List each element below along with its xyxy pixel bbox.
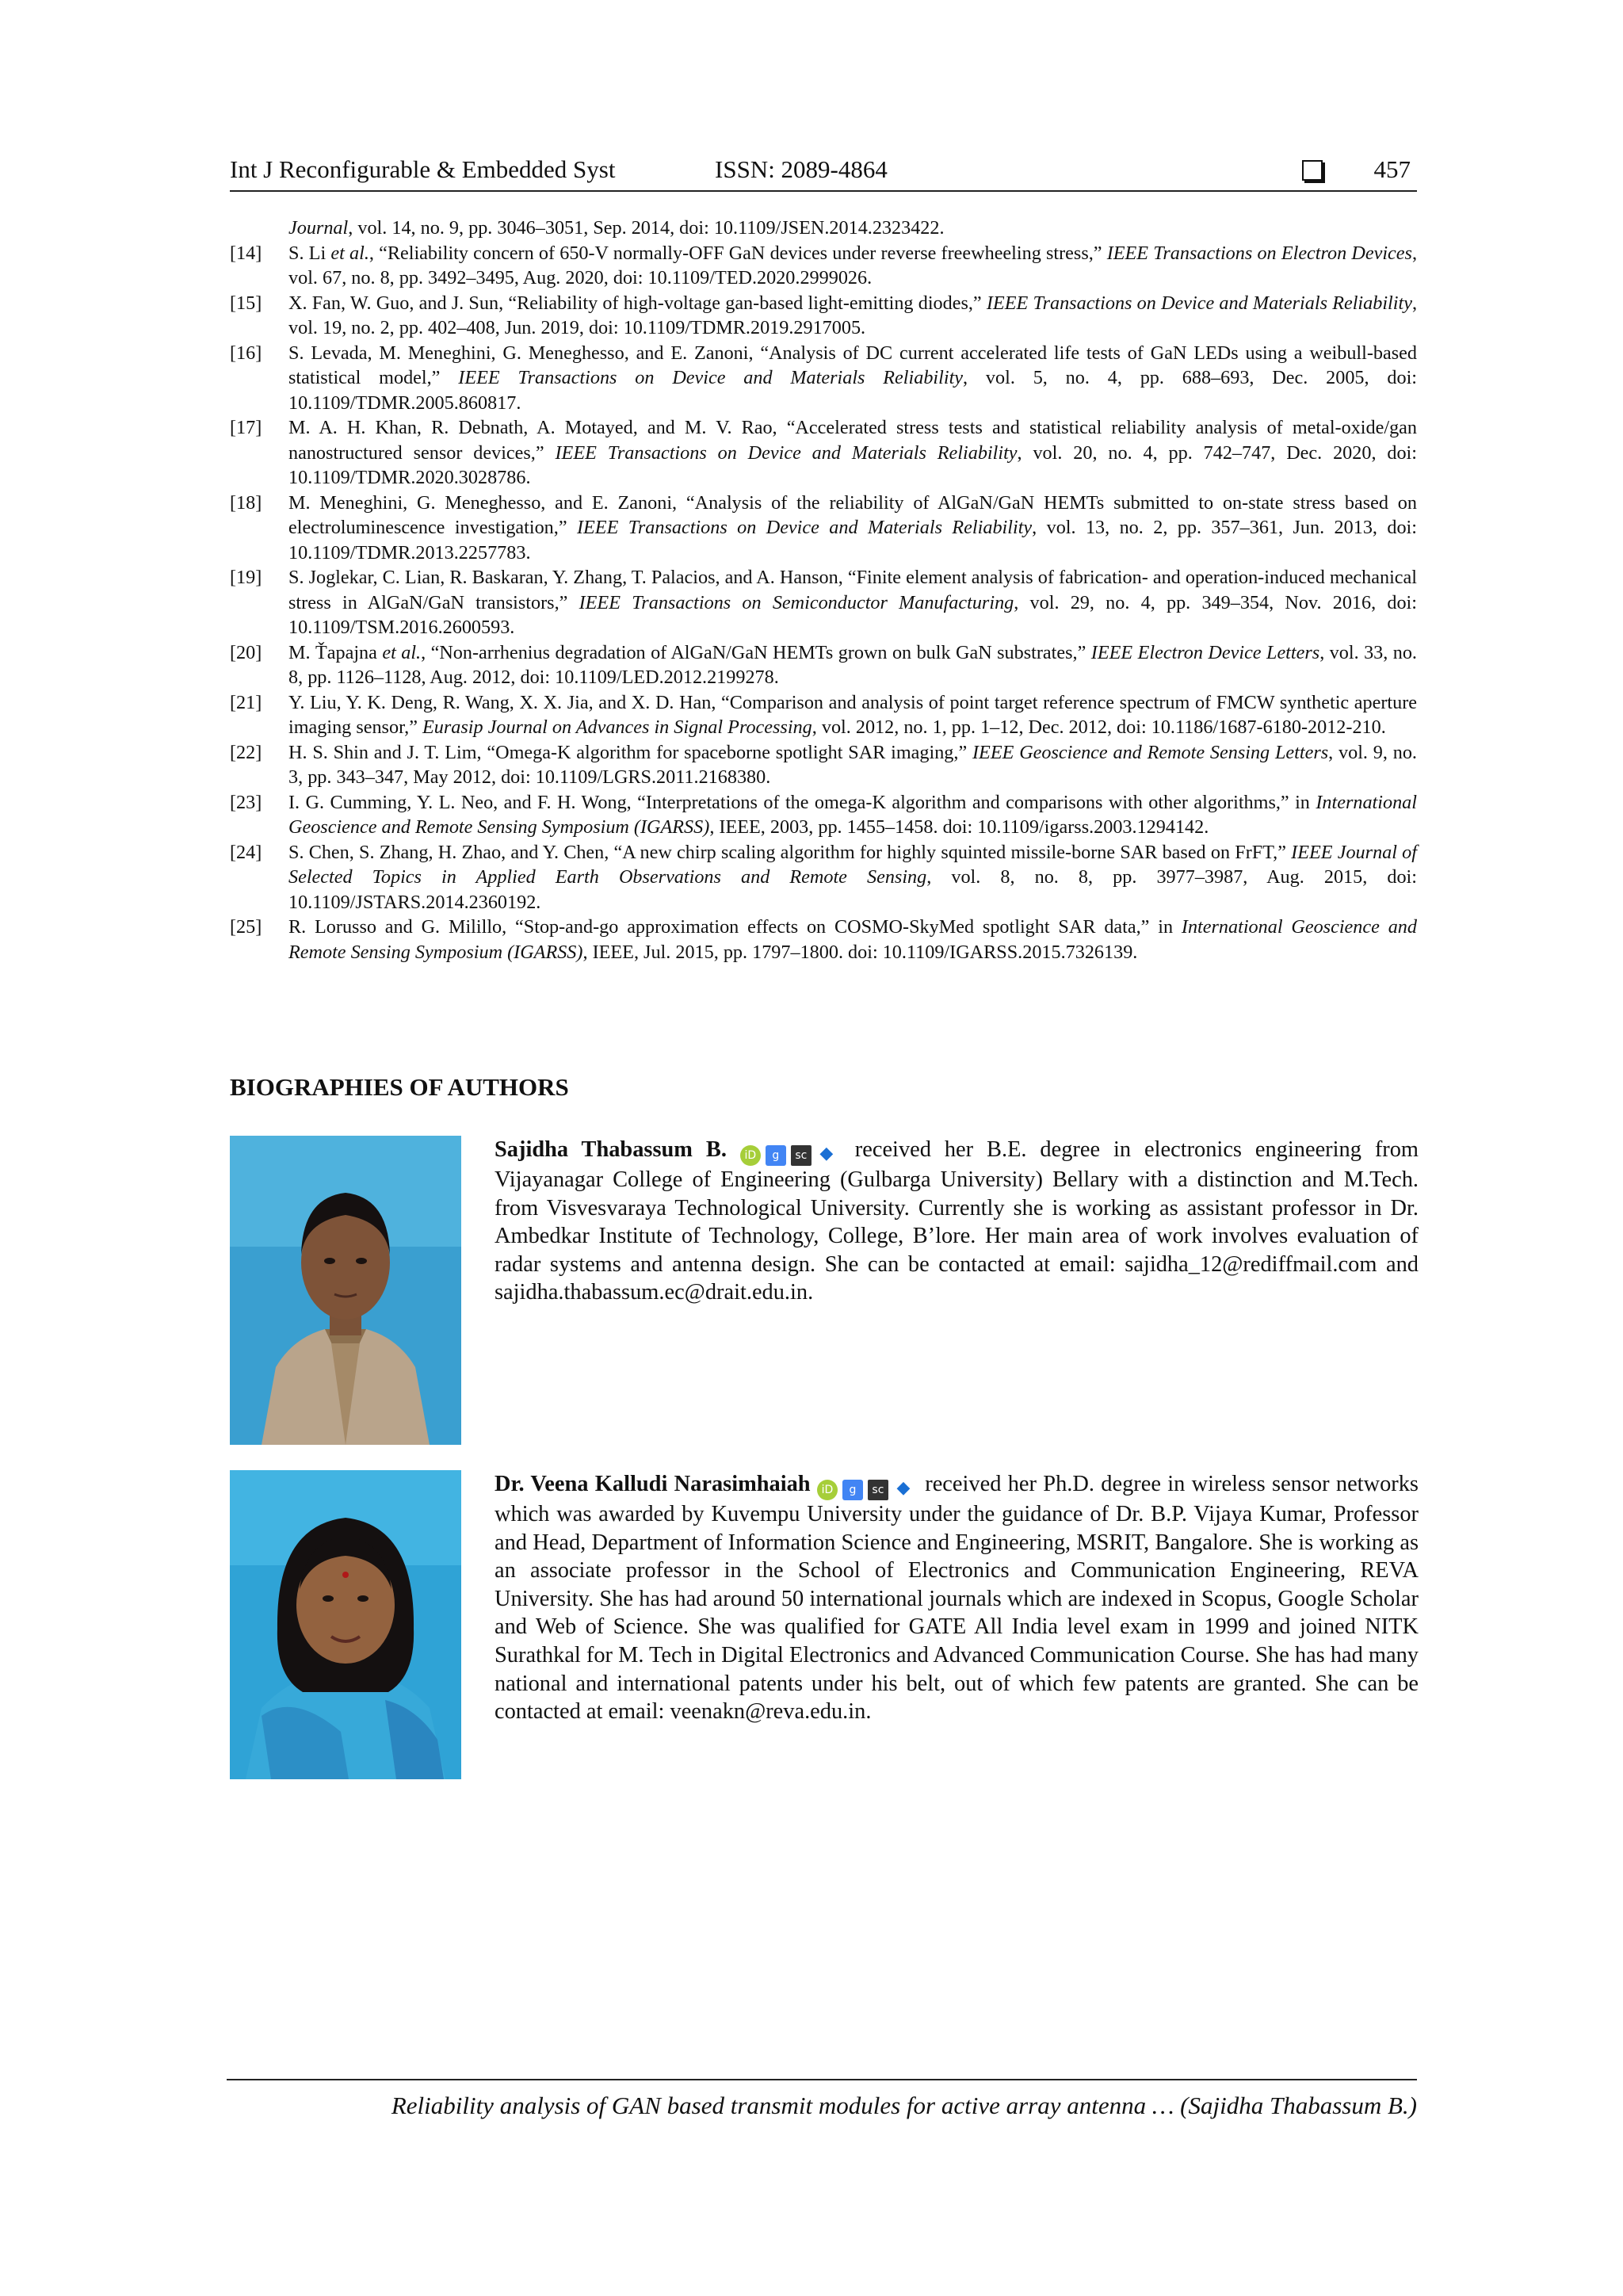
orcid-icon[interactable]: iD [740,1145,761,1166]
reference-item [230,690,1417,740]
reference-text [288,341,1417,416]
reference-fragment: H. S. Shin and J. T. Lim, “Omega-K algorithm for spaceborne spotlight SAR imaging,” [288,741,972,763]
reference-item [230,565,1417,640]
reference-source: International Geoscience and Remote Sensing Symposium (IGARSS) [288,791,1417,838]
reference-item [230,291,1417,341]
reference-item [230,415,1417,491]
reference-list [230,216,1417,965]
reference-item [230,216,1417,241]
box-icon [1302,160,1323,181]
author-name: Sajidha Thabassum B. [495,1137,727,1162]
reference-item [230,241,1417,291]
reference-fragment: , vol. 9, no. 3, pp. 343–347, May 2012, doi: 10.1109/LGRS.2011.2168380. [288,741,1417,788]
reference-text [288,241,1417,291]
reference-item [230,640,1417,690]
reference-source: et al. [382,641,422,663]
reference-source: Journal [288,217,349,239]
reference-text [288,790,1417,840]
reference-text [288,840,1417,915]
reference-fragment: , IEEE, Jul. 2015, pp. 1797–1800. doi: 10.1109/IGARSS.2015.7326139. [582,941,1138,963]
reference-fragment: S. Levada, M. Meneghini, G. Meneghesso, and E. Zanoni, “Analysis of DC current accelerated life tests of GaN LEDs using a weibull-based statistical model,” [288,342,1417,388]
page-number: 457 [1373,155,1411,183]
author-photo [230,1470,461,1779]
reference-fragment: , vol. 13, no. 2, pp. 357–361, Jun. 2013, doi: 10.1109/TDMR.2013.2257783. [288,517,1417,563]
reference-text [288,565,1417,640]
reference-text [288,740,1417,790]
reference-number: [23] [230,791,262,813]
reference-number: [22] [230,741,262,763]
reference-number: [19] [230,567,262,588]
reference-number: [16] [230,342,262,364]
journal-name: Int J Reconfigurable & Embedded Syst [230,155,616,183]
reference-source: IEEE Geoscience and Remote Sensing Letters [972,741,1329,763]
reference-fragment: Y. Liu, Y. K. Deng, R. Wang, X. X. Jia, and X. D. Han, “Comparison and analysis of point target reference spectrum of FMCW synthetic aperture imaging sensor,” [288,691,1417,738]
reference-fragment: , IEEE, 2003, pp. 1455–1458. doi: 10.1109/igarss.2003.1294142. [709,816,1209,838]
reference-item [230,341,1417,416]
reference-text [288,690,1417,740]
reference-number: [14] [230,242,262,264]
reference-fragment: M. Ťapajna [288,641,383,663]
author-bio-text [495,1470,1419,1726]
running-footer: Reliability analysis of GAN based transmit modules for active array antenna … (Sajidha Thabassum B.) [227,2079,1417,2120]
reference-fragment: , vol. 33, no. 8, pp. 1126–1128, Aug. 2012, doi: 10.1109/LED.2012.2199278. [288,641,1417,688]
issn: ISSN: 2089-4864 [715,155,888,183]
author-photo [230,1136,461,1445]
reference-source: IEEE Transactions on Device and Materials Reliability [555,441,1018,464]
reference-fragment: , “Non-arrhenius degradation of AlGaN/GaN HEMTs grown on bulk GaN substrates,” [421,641,1091,663]
reference-source: IEEE Journal of Selected Topics in Applied Earth Observations and Remote Sensing [288,841,1417,888]
reference-item [230,915,1417,965]
reference-text [288,640,1417,690]
author-bio-text [495,1136,1419,1307]
reference-fragment: , vol. 2012, no. 1, pp. 1–12, Dec. 2012, doi: 10.1186/1687-6180-2012-210. [812,716,1386,738]
reference-number: [25] [230,916,262,938]
reference-fragment: , “Reliability concern of 650-V normally-OFF GaN devices under reverse freewheeling stress,” [369,242,1107,264]
reference-number: [17] [230,417,262,438]
reference-fragment: , vol. 29, no. 4, pp. 349–354, Nov. 2016, doi: 10.1109/TSM.2016.2600593. [288,591,1417,638]
reference-fragment: S. Joglekar, C. Lian, R. Baskaran, Y. Zhang, T. Palacios, and A. Hanson, “Finite element analysis of fabrication- and operation-induced mechanical stress in AlGaN/GaN transistors,” [288,567,1417,613]
biographies-heading: BIOGRAPHIES OF AUTHORS [230,1073,569,1101]
reference-source: IEEE Transactions on Electron Devices [1106,242,1412,264]
reference-number: [18] [230,491,262,514]
reference-fragment: , vol. 20, no. 4, pp. 742–747, Dec. 2020, doi: 10.1109/TDMR.2020.3028786. [288,441,1417,488]
reference-item [230,740,1417,790]
reference-text [288,415,1417,491]
reference-fragment: I. G. Cumming, Y. L. Neo, and F. H. Wong, “Interpretations of the omega-K algorithm and comparisons with other algorithms,” in [288,791,1316,813]
reference-source: IEEE Transactions on Device and Materials Reliability [576,517,1033,538]
reference-source: Eurasip Journal on Advances in Signal Processing [422,716,812,738]
scopus-icon[interactable]: sc [791,1145,812,1166]
reference-fragment: M. A. H. Khan, R. Debnath, A. Motayed, and M. V. Rao, “Accelerated stress tests and statistical reliability analysis of metal-oxide/gan nanostructured sensor devices,” [288,417,1417,464]
reference-fragment: , vol. 19, no. 2, pp. 402–408, Jun. 2019, doi: 10.1109/TDMR.2019.2917005. [288,292,1417,338]
reference-number: [24] [230,841,262,863]
reference-source: International Geoscience and Remote Sensing Symposium (IGARSS) [288,916,1417,963]
orcid-icon[interactable]: iD [817,1480,838,1500]
author-name: Dr. Veena Kalludi Narasimhaiah [495,1472,811,1496]
scopus-icon[interactable]: sc [868,1480,888,1500]
publons-icon[interactable]: ◆ [816,1144,837,1164]
reference-fragment: , vol. 67, no. 8, pp. 3492–3495, Aug. 2020, doi: 10.1109/TED.2020.2999026. [288,242,1417,288]
reference-source: IEEE Transactions on Semiconductor Manufacturing [579,591,1014,613]
reference-source: et al. [330,242,369,264]
reference-fragment: , vol. 8, no. 8, pp. 3977–3987, Aug. 2015, doi: 10.1109/JSTARS.2014.2360192. [288,866,1417,913]
reference-source: IEEE Transactions on Device and Materials Reliability [458,367,964,388]
reference-item [230,790,1417,840]
author-description: received her Ph.D. degree in wireless sensor networks which was awarded by Kuvempu University under the guidance of Dr. B.P. Vijaya Kumar, Professor and Head, Department of Information Science and Engineering, MSRIT, Bangalore. She is working as an associate professor in the School of Electronics and Communication Engineering, REVA University. She has had around 50 international journals which are indexed in Scopus, Google Scholar and Web of Science. She was qualified for GATE All India level exam in 1999 and joined NITK Surathkal for M. Tech in Digital Electronics and Advanced Communication Course. She has had many national and international patents under his belt, out of which few patents are granted. She can be contacted at email: veenakn@reva.edu.in. [495,1472,1419,1725]
reference-fragment: M. Meneghini, G. Meneghesso, and E. Zanoni, “Analysis of the reliability of AlGaN/GaN HEMTs submitted to on-state stress based on electroluminescence investigation,” [288,491,1417,538]
reference-text [288,216,1417,241]
reference-number: [20] [230,641,262,663]
reference-fragment: , vol. 14, no. 9, pp. 3046–3051, Sep. 2014, doi: 10.1109/JSEN.2014.2323422. [348,217,945,239]
reference-text [288,491,1417,566]
reference-text [288,915,1417,965]
reference-fragment: X. Fan, W. Guo, and J. Sun, “Reliability of high-voltage gan-based light-emitting diodes,” [288,292,987,314]
running-header [230,155,1417,192]
reference-source: IEEE Electron Device Letters [1090,641,1320,663]
reference-source: IEEE Transactions on Device and Materials Reliability [986,292,1412,314]
google-scholar-icon[interactable]: g [766,1145,786,1166]
google-scholar-icon[interactable]: g [842,1480,863,1500]
reference-text [288,291,1417,341]
reference-number: [15] [230,292,262,314]
publons-icon[interactable]: ◆ [893,1478,914,1499]
author-description: received her B.E. degree in electronics engineering from Vijayanagar College of Engineering (Gulbarga University) Bellary with a distinction and M.Tech. from Visvesvaraya Technological University. Currently she is working as assistant professor in Dr. Ambedkar Institute of Technology, College, B’lore. Her main area of work involves evaluation of radar systems and antenna design. She can be contacted at email: sajidha_12@rediffmail.com and sajidha.thabassum.ec@drait.edu.in. [495,1137,1419,1305]
reference-item [230,840,1417,915]
reference-number: [21] [230,691,262,713]
reference-item [230,491,1417,566]
reference-fragment: R. Lorusso and G. Milillo, “Stop-and-go approximation effects on COSMO-SkyMed spotlight SAR data,” in [288,916,1182,938]
reference-fragment: , vol. 5, no. 4, pp. 688–693, Dec. 2005, doi: 10.1109/TDMR.2005.860817. [288,367,1418,414]
reference-fragment: S. Li [288,242,331,264]
reference-fragment: S. Chen, S. Zhang, H. Zhao, and Y. Chen, “A new chirp scaling algorithm for highly squinted missile-borne SAR based on FrFT,” [288,841,1292,863]
